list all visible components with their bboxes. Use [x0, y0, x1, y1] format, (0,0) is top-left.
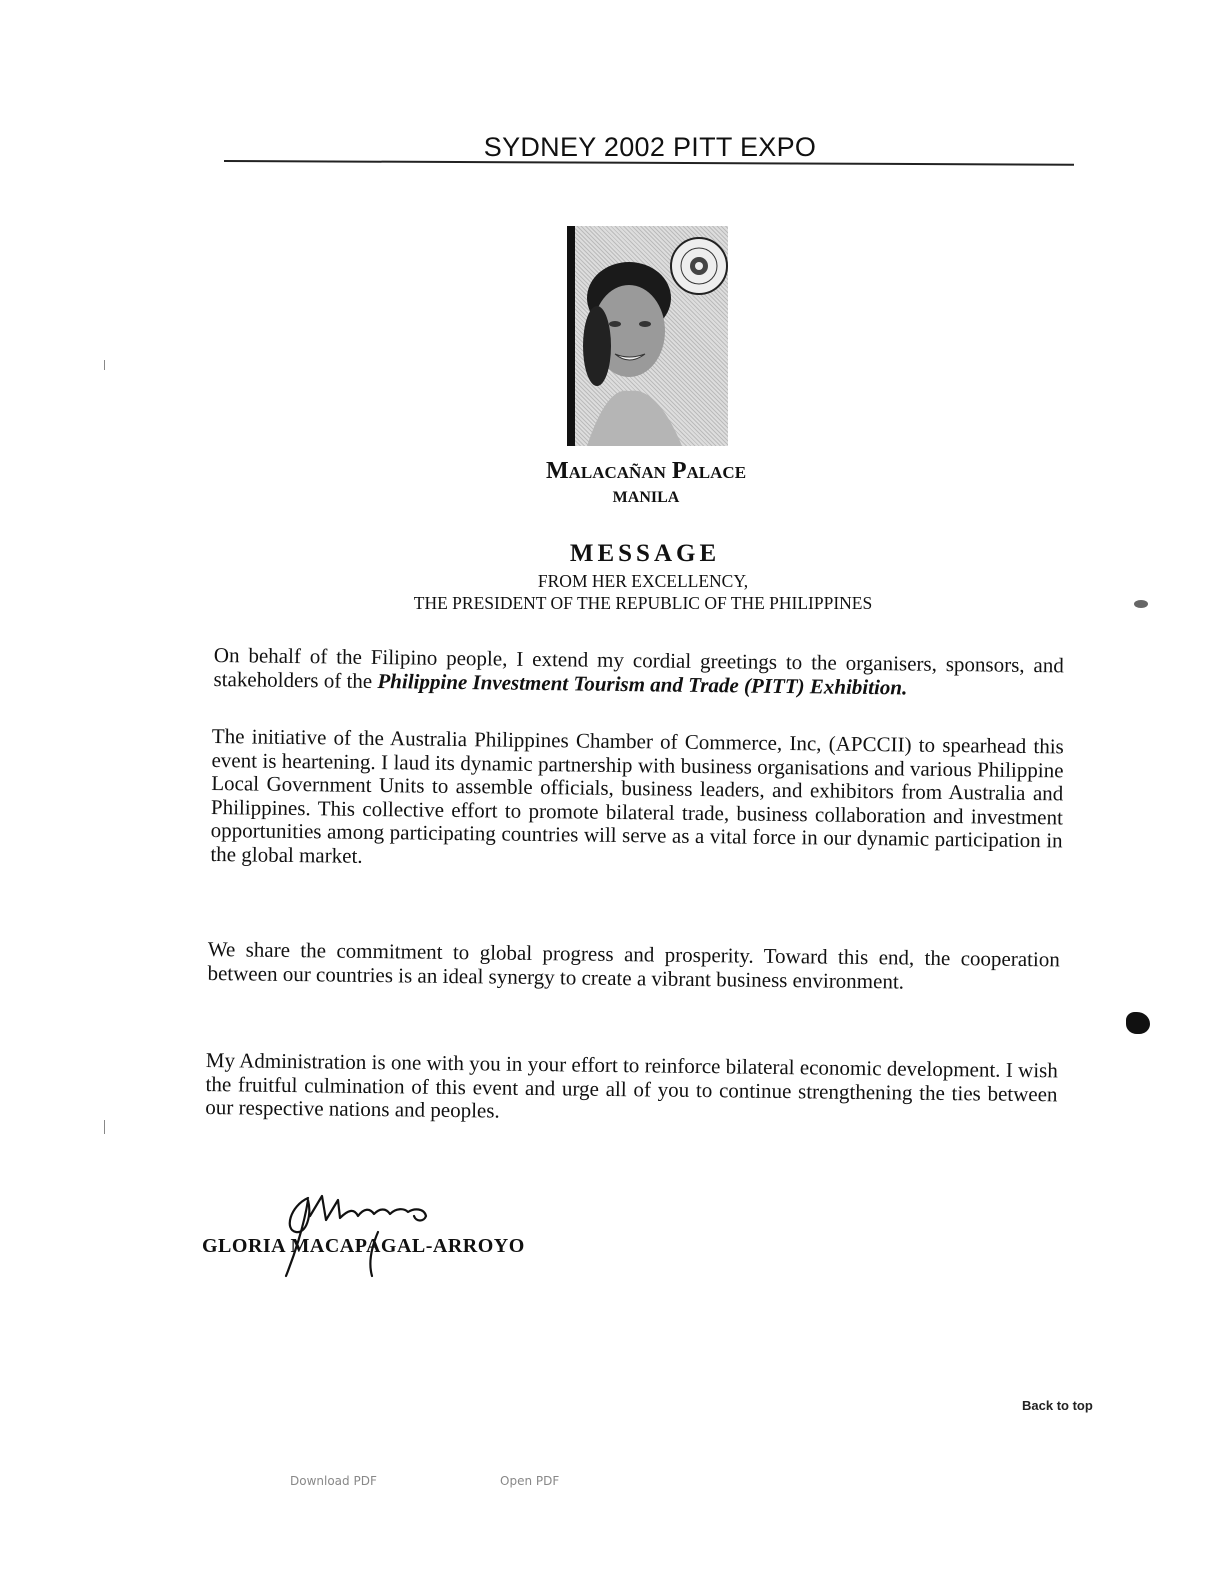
message-title: MESSAGE [569, 540, 721, 567]
scan-mark [104, 1120, 105, 1134]
message-from-line-2: THE PRESIDENT OF THE REPUBLIC OF THE PHILIPPINES [413, 593, 873, 613]
letterhead-city: MANILA [612, 489, 680, 506]
open-pdf-link[interactable]: Open PDF [500, 1474, 560, 1488]
signatory-name: GLORIA MACAPAGAL-ARROYO [202, 1235, 525, 1257]
exhibition-name: Philippine Investment Tourism and Trade (PITT) Exhibition. [377, 668, 908, 699]
body-paragraph-4: My Administration is one with you in your effort to reinforce bilateral economic development. I wish the fruitful culmination of this event and urge all of you to continue strengthening the ties between our respective nations and peoples. [205, 1048, 1058, 1123]
page-header-title: SYDNEY 2002 PITT EXPO [483, 132, 817, 162]
body-paragraph-2: The initiative of the Australia Philippines Chamber of Commerce, Inc, (APCCII) to spearhead this event is heartening. I laud its dynamic partnership with business organisations and various Philippine Local Government Units to assemble officials, business leaders, and exhibitors from Australia and Philippines. This collective effort to promote bilateral trade, business collaboration and investment opportunities among participating countries will serve as a vital force in our dynamic participation in the global market. [210, 724, 1064, 868]
body-paragraph-1 [213, 644, 1064, 701]
message-from [0, 570, 1224, 614]
download-pdf-link[interactable]: Download PDF [290, 1474, 377, 1488]
paragraph-1-text: On behalf of the Filipino people, I extend my cordial greetings to the organisers, sponsors, and stakeholders of the [213, 643, 1064, 693]
body-paragraph-3: We share the commitment to global progress and prosperity. Toward this end, the cooperation between our countries is an ideal synergy to create a vibrant business environment. [207, 937, 1060, 994]
president-portrait [567, 226, 728, 446]
scan-blot [1126, 1012, 1150, 1034]
presidential-seal-icon [671, 238, 727, 294]
scan-mark [104, 360, 105, 370]
back-to-top-link[interactable]: Back to top [1022, 1398, 1093, 1413]
message-from-line-1: FROM HER EXCELLENCY, [537, 571, 749, 591]
scan-speck [1134, 600, 1148, 608]
letterhead-palace: Malacañan Palace [545, 458, 747, 484]
